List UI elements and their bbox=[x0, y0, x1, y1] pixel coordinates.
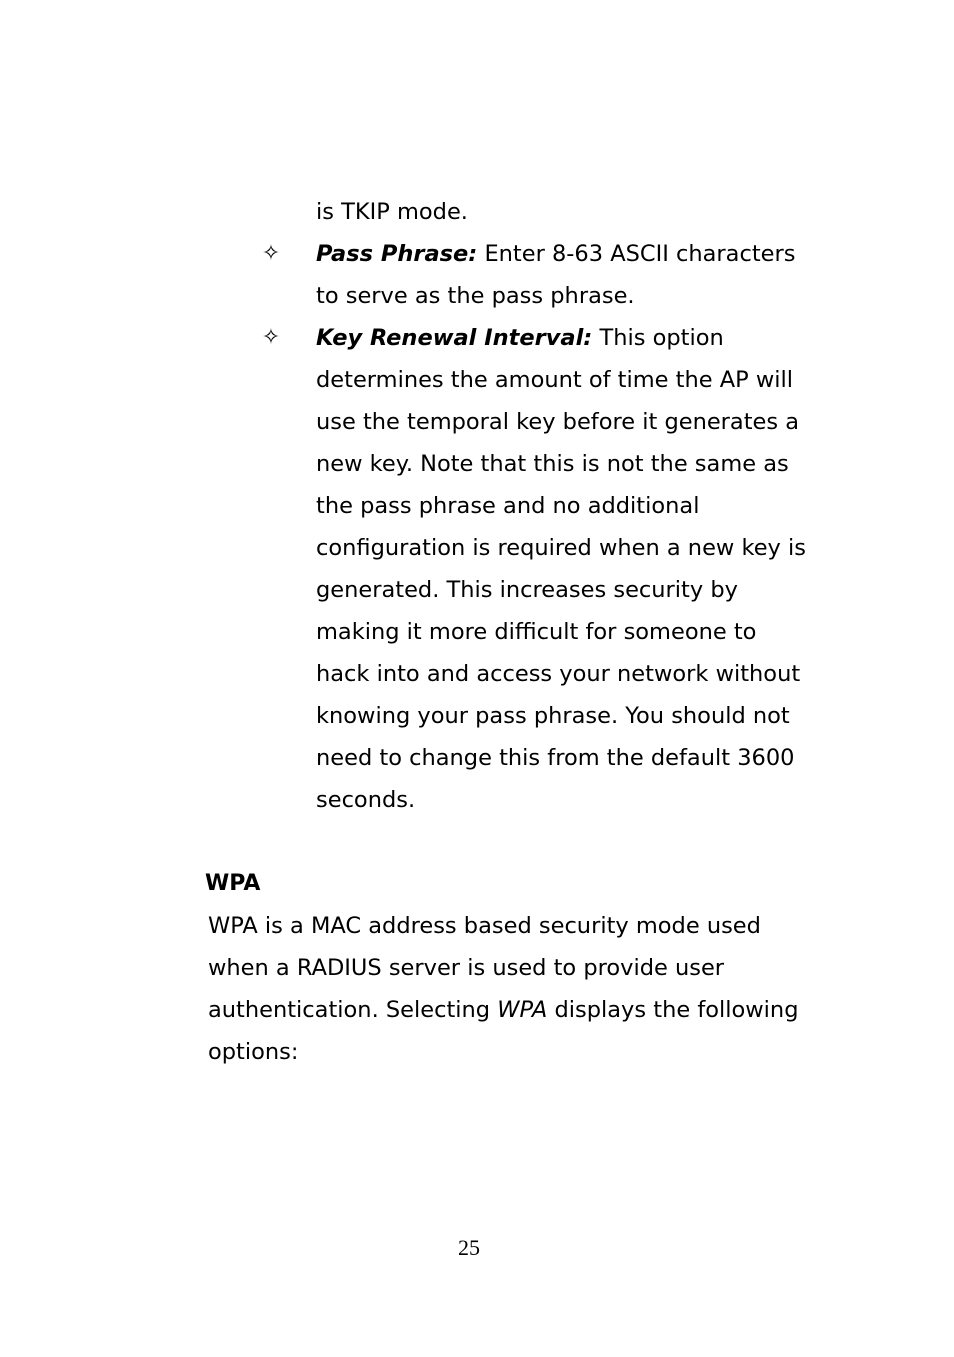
term-key-renewal-interval: Key Renewal Interval: bbox=[316, 325, 593, 351]
paragraph-text-start: WPA is a MAC address based security mode used when a RADIUS server is used to provide user authentication. Selecting bbox=[208, 913, 761, 1023]
list-item-text bbox=[316, 317, 816, 821]
description-pass-phrase: Enter 8-63 ASCII characters to serve as the pass phrase. bbox=[316, 241, 796, 309]
wpa-description-paragraph bbox=[208, 905, 828, 1073]
description-key-renewal-interval: This option determines the amount of time the AP will use the temporal key before it generates a new key. Note that this is not the same as the pass phrase and no additional configuration is required when a new key is generated. This increases security by making it more difficult for someone to hack into and access your network without knowing your pass phrase. You should not need to change this from the default 3600 seconds. bbox=[316, 325, 806, 813]
four-point-star-bullet-icon: ✧ bbox=[261, 241, 281, 266]
paragraph-emphasis: WPA bbox=[497, 997, 548, 1023]
term-pass-phrase: Pass Phrase: bbox=[316, 241, 478, 267]
continuation-text: is TKIP mode. bbox=[316, 199, 468, 225]
page-number: 25 bbox=[458, 1235, 480, 1260]
list-item-text bbox=[316, 233, 816, 317]
four-point-star-bullet-icon: ✧ bbox=[261, 325, 281, 350]
paragraph-text-end: displays the following options: bbox=[208, 997, 799, 1065]
section-heading-wpa: WPA bbox=[205, 871, 261, 896]
